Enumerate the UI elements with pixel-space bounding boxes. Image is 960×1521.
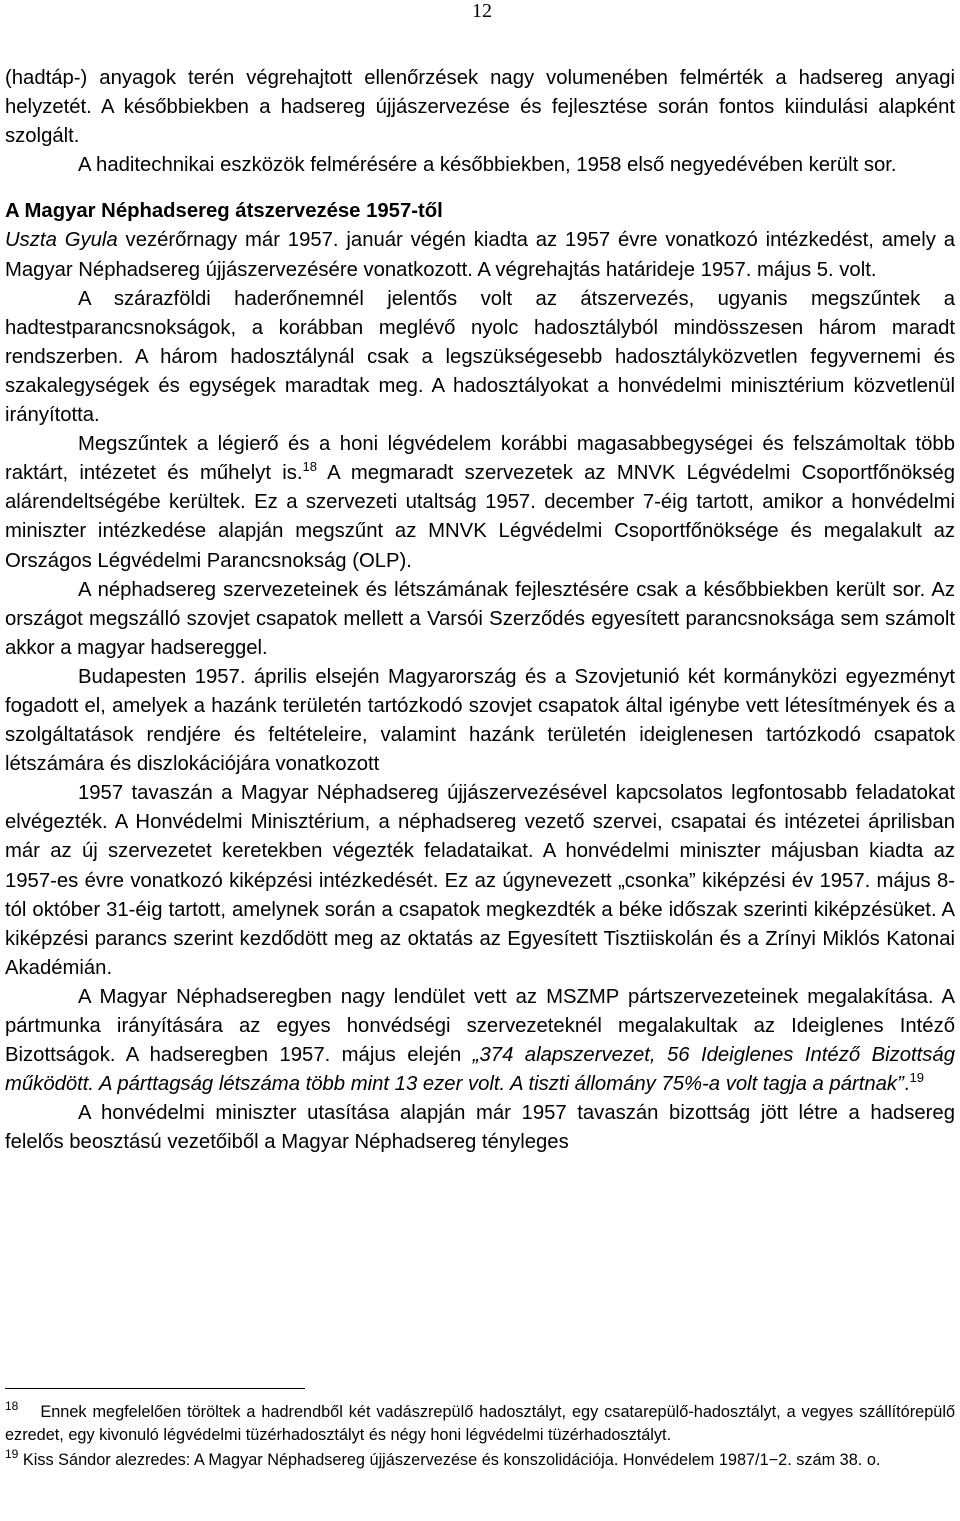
section-heading: A Magyar Néphadsereg átszervezése 1957-től [5, 200, 443, 223]
paragraph-1: (hadtáp-) anyagok terén végrehajtott ellenőrzések nagy volumenében felmérték a hadsereg anyagi helyzetét. A későbbiekben a hadsereg újjászervezése és fejlesztése során fontos kiindulási alapként szolgált. [5, 67, 955, 148]
paragraph-3-text: vezérőrnagy már 1957. január végén kiadta az 1957 évre vonatkozó intézkedést, amely a Magyar Néphadsereg újjászervezésére vonatkozott. A végrehajtás határideje 1957. május 5. volt. [5, 229, 955, 281]
paragraph-9 [5, 983, 955, 1099]
footnotes [5, 1401, 955, 1475]
quotation: „374 alapszervezet, 56 Ideiglenes Intéző Bizottság működött. A párttagság létszáma több mint 13 ezer volt. A tiszti állomány 75%-a volt tagja a pártnak” [5, 1044, 955, 1096]
footnote-text: Ennek megfelelően töröltek a hadrendből két vadászrepülő hadosztályt, egy csatarepülő-hadosztályt, a vegyes szállítórepülő ezredet, egy kivonuló légvédelmi tüzérhadosztályt és négy honi légvédelmi tüzérhadosztályt. [5, 1403, 955, 1444]
person-name: Uszta Gyula [5, 229, 118, 252]
footnote-18 [5, 1401, 955, 1446]
footnote-ref-19[interactable]: 19 [909, 1070, 924, 1086]
paragraph-2: A haditechnikai eszközök felmérésére a későbbiekben, 1958 első negyedévében került sor. [78, 154, 897, 177]
paragraph-8: 1957 tavaszán a Magyar Néphadsereg újjászervezésével kapcsolatos legfontosabb feladatokat elvégezték. A Honvédelmi Minisztérium, a néphadsereg vezető szervei, csapatai és intézetei áprilisban már az új szervezetet keretekben végezték feladataikat. A honvédelmi miniszter májusban kiadta az 1957-es évre vonatkozó kiképzési intézkedését. Ez az úgynevezett „csonka” kiképzési év 1957. május 8-tól október 31-éig tartott, amelynek során a csapatok megkezdték a béke időszak szerinti kiképzésüket. A kiképzési parancs szerint kezdődött meg az oktatás az Egyesített Tisztiiskolán és a Zrínyi Miklós Katonai Akadémián. [5, 782, 955, 979]
page-number: 12 [472, 0, 492, 22]
paragraph-7: Budapesten 1957. április elsején Magyarország és a Szovjetunió két kormányközi egyezményt fogadott el, amelyek a hazánk területén tartózkodó szovjet csapatok által igénybe vett létesítmények és a szolgáltatások rendjére és feltételeire, valamint hazánk területén ideiglenesen tartózkodó csapatok létszámára és diszlokációjára vonatkozott [5, 665, 955, 776]
paragraph-5-text-a: Megszűntek a légierő és a honi légvédelem korábbi magasabbegységei és felszámoltak több raktárt, intézetet és műhelyt is. [5, 433, 955, 485]
paragraph-3 [5, 226, 955, 284]
paragraph-5 [5, 430, 955, 575]
paragraph-6: A néphadsereg szervezeteinek és létszámának fejlesztésére csak a későbbiekben került sor. Az országot megszálló szovjet csapatok mellett a Varsói Szerződés egyesített parancsnoksága sem számolt akkor a magyar hadsereggel. [5, 578, 955, 659]
paragraph-9-text: A Magyar Néphadseregben nagy lendület vett az MSZMP pártszervezeteinek megalakítása. A pártmunka irányítására az egyes honvédségi szervezeteknél megalakultak az Ideiglenes Intéző Bizottságok. A hadseregben 1957. május elején [5, 985, 955, 1067]
paragraph-4: A szárazföldi haderőnemnél jelentős volt az átszervezés, ugyanis megszűntek a hadtestparancsnokságok, a korábban meglévő nyolc hadosztályból mindösszesen három maradt rendszerben. A három hadosztálynál csak a legszükségesebb hadosztályközvetlen fegyvernemi és szakalegységek és egységek maradtak meg. A hadosztályokat a honvédelmi minisztérium közvetlenül irányította. [5, 287, 955, 427]
footnote-ref-18[interactable]: 18 [302, 459, 318, 475]
body-text [5, 64, 955, 1157]
footnote-number: 19 [5, 1447, 19, 1461]
paragraph-10: A honvédelmi miniszter utasítása alapján már 1957 tavaszán bizottság jött létre a hadsereg felelős beosztású vezetőiből a Magyar Néphadsereg tényleges [5, 1102, 955, 1154]
spacer [5, 180, 955, 197]
paragraph-5-text-b: A megmaradt szervezetek az MNVK Légvédelmi Csoportfőnökség alárendeltségébe kerültek. Ez a szervezeti utaltság 1957. december 7-éig tartott, amikor a honvédelmi miniszter intézkedése alapján megszűnt az MNVK Légvédelmi Csoportfőnöksége és megalakult az Országos Légvédelmi Parancsnokság (OLP). [5, 462, 955, 572]
paragraph-9-end: . [903, 1073, 910, 1096]
footnote-divider [5, 1388, 305, 1389]
footnote-text: Kiss Sándor alezredes: A Magyar Néphadsereg újjászervezése és konszolidációja. Honvédelem 1987/1−2. szám 38. o. [18, 1451, 881, 1469]
footnote-19 [5, 1449, 955, 1472]
footnote-number: 18 [5, 1399, 19, 1413]
